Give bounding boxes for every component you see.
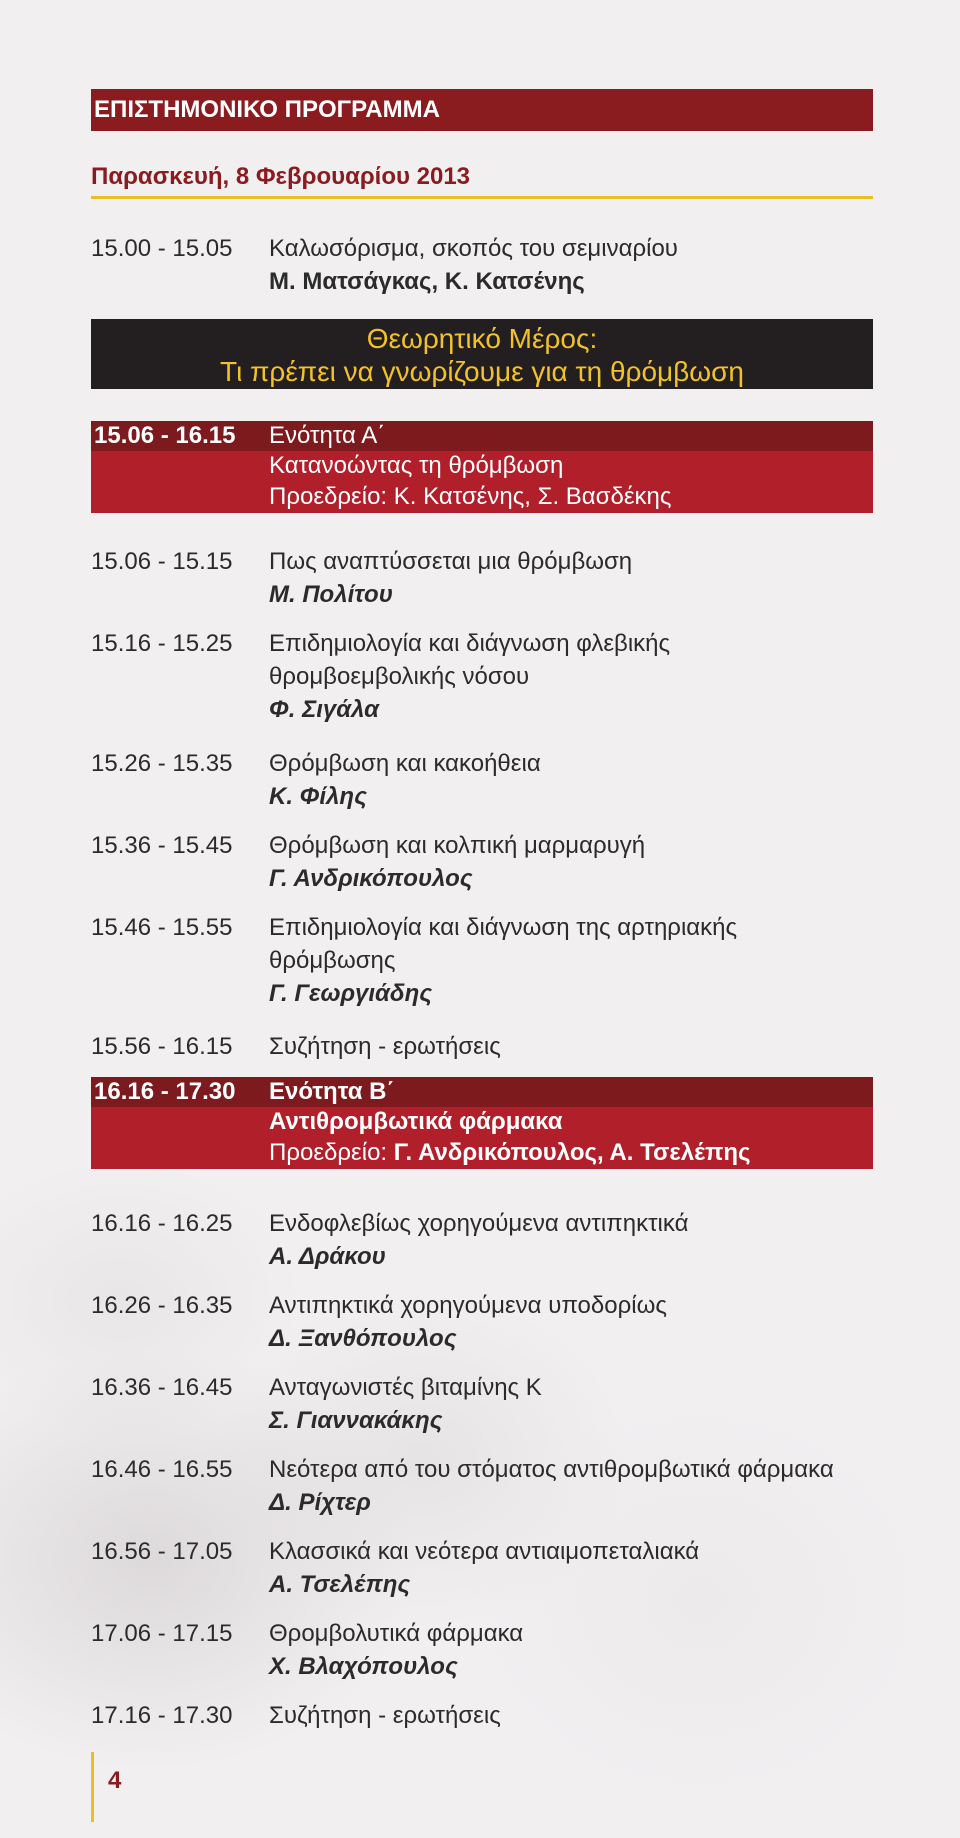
session-title: Πως αναπτύσσεται μια θρόμβωση xyxy=(269,548,633,575)
session-speaker: Φ. Σιγάλα xyxy=(269,696,380,723)
session-time: 15.36 - 15.45 xyxy=(91,832,233,859)
session-speaker: Σ. Γιαννακάκης xyxy=(269,1407,443,1434)
session-title: θρομβοεμβολικής νόσου xyxy=(269,663,530,690)
session-title: Αντιπηκτικά χορηγούμενα υποδορίως xyxy=(269,1292,667,1319)
section-chairs xyxy=(269,482,671,512)
entry-speaker: Μ. Ματσάγκας, Κ. Κατσένης xyxy=(269,268,585,295)
page-number-rule xyxy=(91,1752,94,1822)
session-time: 16.36 - 16.45 xyxy=(91,1374,233,1401)
session-time: 17.06 - 17.15 xyxy=(91,1620,233,1647)
session-title: Επιδημιολογία και διάγνωση φλεβικής xyxy=(269,630,671,657)
section-chairs xyxy=(269,1138,750,1168)
session-title: Συζήτηση - ερωτήσεις xyxy=(269,1033,501,1060)
session-time: 16.26 - 16.35 xyxy=(91,1292,233,1319)
entry-title: Καλωσόρισμα, σκοπός του σεμιναρίου xyxy=(269,235,678,262)
theory-heading: Θεωρητικό Μέρος: xyxy=(366,323,598,354)
session-time: 15.16 - 15.25 xyxy=(91,630,233,657)
session-title: Συζήτηση - ερωτήσεις xyxy=(269,1702,501,1729)
chair-label: Προεδρείο: xyxy=(269,483,394,510)
section-title: Κατανοώντας τη θρόμβωση xyxy=(269,452,564,479)
session-title: Θρόμβωση και κολπική μαρμαρυγή xyxy=(269,832,646,859)
section-time: 16.16 - 17.30 xyxy=(94,1078,236,1105)
session-time: 17.16 - 17.30 xyxy=(91,1702,233,1729)
session-speaker: Χ. Βλαχόπουλος xyxy=(269,1653,458,1680)
session-title: Ενδοφλεβίως χορηγούμενα αντιπηκτικά xyxy=(269,1210,689,1237)
theory-banner xyxy=(91,319,873,389)
date-heading: Παρασκευή, 8 Φεβρουαρίου 2013 xyxy=(91,163,471,190)
page-number: 4 xyxy=(108,1767,122,1794)
session-title: Θρομβολυτικά φάρμακα xyxy=(269,1620,524,1647)
session-speaker: Α. Δράκου xyxy=(269,1243,386,1270)
session-title: Νεότερα από του στόματος αντιθρομβωτικά φάρμακα xyxy=(269,1456,834,1483)
session-speaker: Γ. Ανδρικόπουλος xyxy=(269,865,473,892)
program-title: ΕΠΙΣΤΗΜΟΝΙΚΟ ΠΡΟΓΡΑΜΜΑ xyxy=(91,89,873,131)
session-speaker: Μ. Πολίτου xyxy=(269,581,393,608)
session-time: 15.46 - 15.55 xyxy=(91,914,233,941)
chair-names: Γ. Ανδρικόπουλος, Α. Τσελέπης xyxy=(393,1139,751,1166)
section-b-header xyxy=(91,1077,873,1169)
session-speaker: Γ. Γεωργιάδης xyxy=(269,980,432,1007)
session-title: Θρόμβωση και κακοήθεια xyxy=(269,750,541,777)
session-time: 16.46 - 16.55 xyxy=(91,1456,233,1483)
entry-time: 15.00 - 15.05 xyxy=(91,235,233,262)
session-speaker: Δ. Ξανθόπουλος xyxy=(269,1325,457,1352)
session-time: 16.16 - 16.25 xyxy=(91,1210,233,1237)
chair-label: Προεδρείο: xyxy=(269,1139,394,1166)
session-time: 16.56 - 17.05 xyxy=(91,1538,233,1565)
session-title: θρόμβωσης xyxy=(269,947,396,974)
session-speaker: Δ. Ρίχτερ xyxy=(269,1489,371,1516)
session-time: 15.06 - 15.15 xyxy=(91,548,233,575)
session-speaker: Κ. Φίλης xyxy=(269,783,367,810)
section-title: Αντιθρομβωτικά φάρμακα xyxy=(269,1108,563,1135)
section-time: 15.06 - 16.15 xyxy=(94,422,236,449)
section-label: Ενότητα Α΄ xyxy=(269,422,386,449)
date-divider xyxy=(91,196,873,199)
session-speaker: Α. Τσελέπης xyxy=(269,1571,411,1598)
theory-subheading: Τι πρέπει να γνωρίζουμε για τη θρόμβωση xyxy=(220,356,744,387)
session-time: 15.26 - 15.35 xyxy=(91,750,233,777)
session-title: Επιδημιολογία και διάγνωση της αρτηριακής xyxy=(269,914,738,941)
session-title: Κλασσικά και νεότερα αντιαιμοπεταλιακά xyxy=(269,1538,700,1565)
section-a-header xyxy=(91,421,873,513)
chair-names: Κ. Κατσένης, Σ. Βασδέκης xyxy=(393,483,672,510)
section-label: Ενότητα Β΄ xyxy=(269,1078,395,1105)
session-time: 15.56 - 16.15 xyxy=(91,1033,233,1060)
session-title: Ανταγωνιστές βιταμίνης Κ xyxy=(269,1374,542,1401)
